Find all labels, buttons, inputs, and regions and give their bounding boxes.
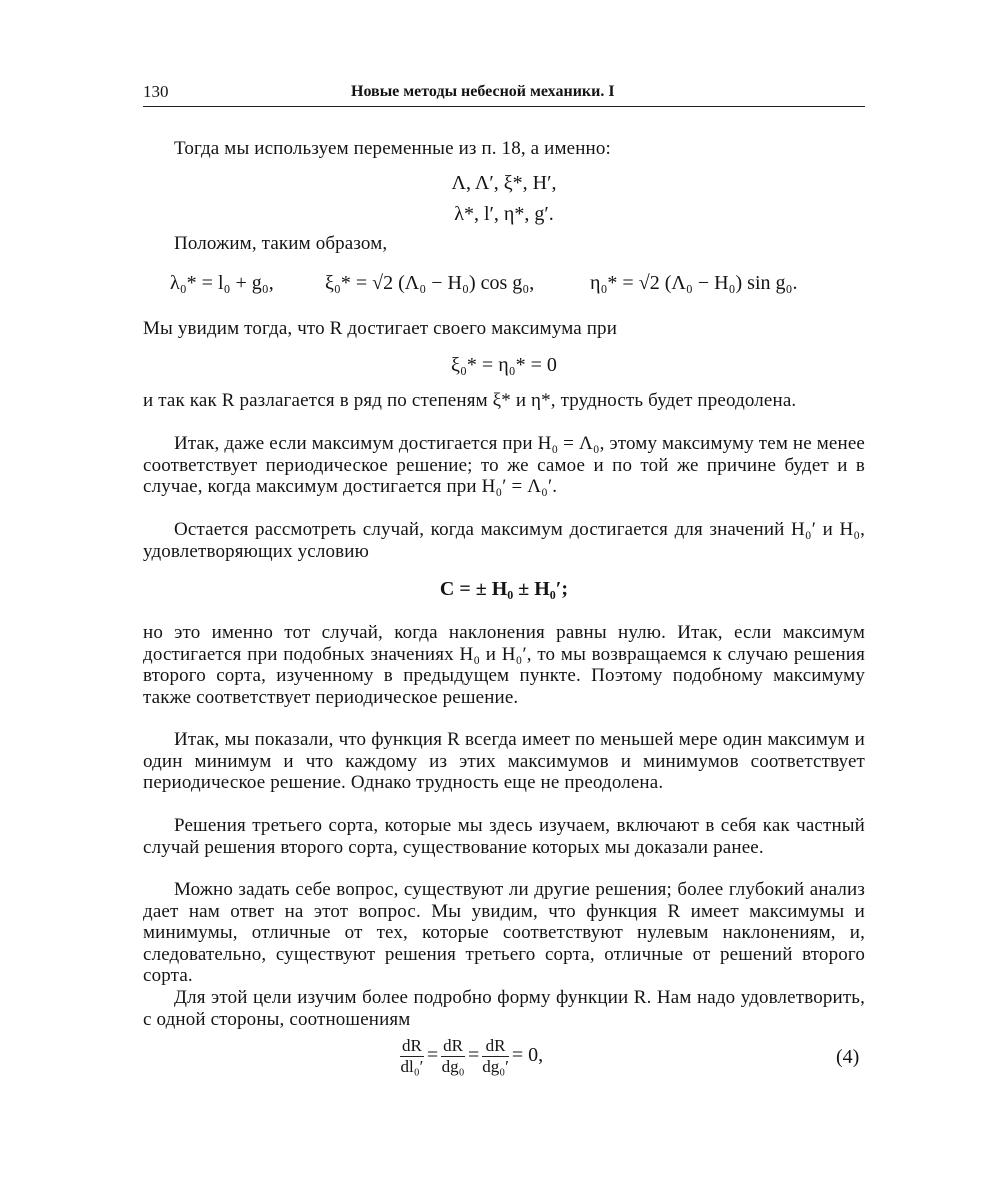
paragraph-3: Мы увидим тогда, что R достигает своего максимума при — [143, 318, 618, 339]
equation-condition-c: C = ± H₀ ± H₀′; — [439, 578, 569, 600]
variables-line-1: Λ, Λ′, ξ*, H′, — [451, 172, 557, 194]
paragraph-11: Для этой цели изучим более подробно форму функции R. Нам надо удовлетворить, с одной стороны, соотношениям — [143, 987, 865, 1030]
equation-4: $\frac{dR}{\text{dl₀′}}$ = $\frac{dR}{\text{dg₀}}$ = $\frac{dR}{\text{dg₀′}}$ = 0, — [400, 1036, 544, 1076]
variables-line-2: λ*, l′, η*, g′. — [454, 203, 554, 225]
fraction-dR-dg0-prime: $\frac{dR}{\text{dg₀′}}$ — [482, 1036, 509, 1076]
paragraph-4: и так как R разлагается в ряд по степеням ξ* и η*, трудность будет преодолена. — [143, 390, 797, 411]
running-title: Новые методы небесной механики. I — [351, 83, 615, 100]
paragraph-2: Положим, таким образом, — [174, 233, 388, 254]
equation-number: (4) — [836, 1046, 860, 1068]
fraction-dR-dg0: $\frac{dR}{\text{dg₀}}$ — [441, 1036, 465, 1076]
paragraph-5: Итак, даже если максимум достигается при H₀ = Λ₀, этому максимуму тем не менее соответствует периодическое решение; то же самое и по той же причине будет и в случае, когда максимум достигается при H₀′ = Λ₀′. — [143, 433, 865, 497]
page-header — [143, 82, 865, 107]
equation-4-rhs: = 0, — [511, 1044, 544, 1067]
paragraph-8: Итак, мы показали, что функция R всегда имеет по меньшей мере один максимум и один минимум и что каждому из этих максимумов и минимумов соответствует периодическое решение. Однако трудность еще не преодолена. — [143, 729, 865, 793]
paragraph-10: Можно задать себе вопрос, существуют ли другие решения; более глубокий анализ дает нам ответ на этот вопрос. Мы увидим, что функция R имеет максимумы и минимумы, отличные от тех, которые соответствуют нулевым наклонениям, и, следовательно, существуют решения третьего сорта, отличные от решений второго сорта. — [143, 879, 865, 986]
equation-xi: ξ₀* = √2 (Λ₀ − H₀) cos g₀, — [325, 272, 535, 294]
paragraph-9: Решения третьего сорта, которые мы здесь изучаем, включают в себя как частный случай решения второго сорта, существование которых мы доказали ранее. — [143, 815, 865, 858]
fraction-dR-dl0: $\frac{dR}{\text{dl₀′}}$ — [400, 1036, 424, 1076]
equation-lambda: λ₀* = l₀ + g₀, — [170, 272, 274, 294]
page-number: 130 — [143, 82, 169, 101]
equation-maximum-condition: ξ₀* = η₀* = 0 — [451, 354, 557, 376]
paragraph-1: Тогда мы используем переменные из п. 18, а именно: — [174, 138, 611, 159]
paragraph-6: Остается рассмотреть случай, когда максимум достигается для значений H₀′ и H₀, удовлетворяющих условию — [143, 519, 865, 562]
paragraph-7: но это именно тот случай, когда наклонения равны нулю. Итак, если максимум достигается при подобных значениях H₀ и H₀′, то мы возвращаемся к случаю решения второго сорта, изученному в предыдущем пункте. Поэтому подобному максимуму также соответствует периодическое решение. — [143, 622, 865, 708]
equation-eta: η₀* = √2 (Λ₀ − H₀) sin g₀. — [590, 272, 798, 294]
